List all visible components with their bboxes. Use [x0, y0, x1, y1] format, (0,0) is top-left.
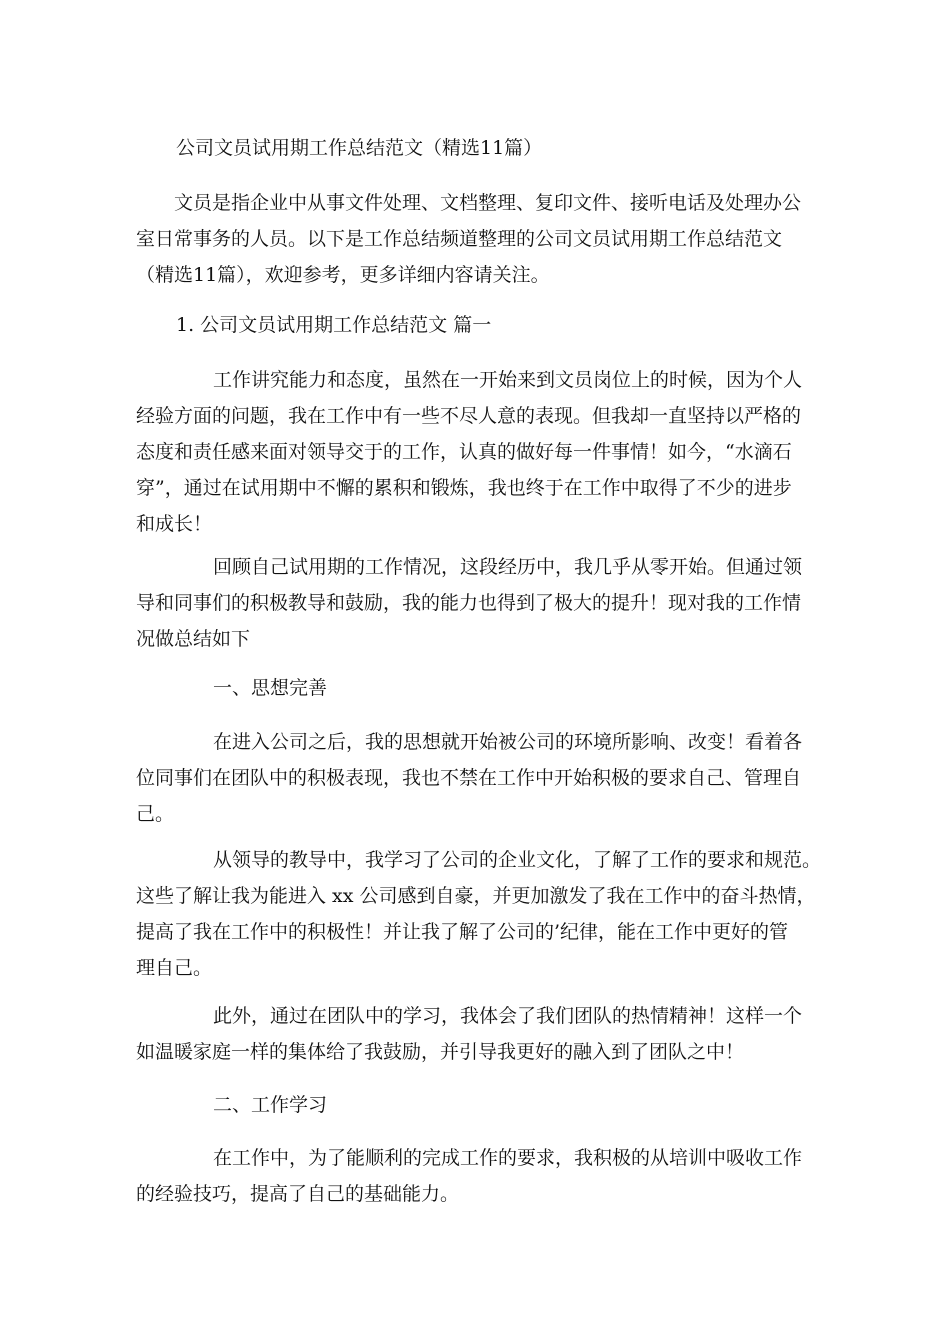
body-paragraph-3: [136, 724, 802, 832]
body-paragraph-4: [136, 842, 821, 986]
paragraph-line: 工作讲究能力和态度，虽然在一开始来到文员岗位上的时候，因为个人: [213, 369, 803, 391]
paragraph-line: 如温暖家庭一样的集体给了我鼓励，并引导我更好的融入到了团队之中！: [136, 1041, 745, 1063]
title-line: 公司文员试用期工作总结范文（精选11篇）: [176, 137, 543, 159]
subheading-1: [213, 670, 327, 706]
paragraph-line: 导和同事们的积极教导和鼓励，我的能力也得到了极大的提升！现对我的工作情: [136, 592, 802, 614]
body-paragraph-5: [136, 998, 802, 1070]
paragraph-line: 己。: [136, 803, 175, 825]
paragraph-line: 和成长！: [136, 513, 213, 535]
body-paragraph-6: [136, 1140, 802, 1212]
paragraph-line: 的经验技巧，提高了自己的基础能力。: [136, 1183, 460, 1205]
subheading-text: 一、思想完善: [213, 677, 328, 699]
paragraph-line: 回顾自己试用期的工作情况，这段经历中，我几乎从零开始。但通过领: [213, 556, 803, 578]
paragraph-line: 提高了我在工作中的积极性！并让我了解了公司的’纪律，能在工作中更好的管: [136, 921, 789, 943]
paragraph-line: 理自己。: [136, 957, 213, 979]
paragraph-line: 况做总结如下: [136, 628, 251, 650]
paragraph-line: 室日常事务的人员。以下是工作总结频道整理的公司文员试用期工作总结范文: [136, 228, 783, 250]
paragraph-line: 在工作中，为了能顺利的完成工作的要求，我积极的从培训中吸收工作: [213, 1147, 803, 1169]
section-heading: [176, 307, 491, 343]
intro-paragraph: [136, 185, 801, 293]
paragraph-line: （精选11篇），欢迎参考，更多详细内容请关注。: [136, 264, 550, 286]
body-paragraph-2: [136, 549, 802, 657]
body-paragraph-1: [136, 362, 802, 542]
paragraph-line: 从领导的教导中，我学习了公司的企业文化，了解了工作的要求和规范。: [213, 849, 822, 871]
paragraph-line: 文员是指企业中从事文件处理、文档整理、复印文件、接听电话及处理办公: [174, 192, 802, 214]
paragraph-line: 经验方面的问题，我在工作中有一些不尽人意的表现。但我却一直坚持以严格的: [136, 405, 802, 427]
paragraph-line: 此外，通过在团队中的学习，我体会了我们团队的热情精神！这样一个: [213, 1005, 803, 1027]
section-heading-text: 1. 公司文员试用期工作总结范文 篇一: [176, 314, 492, 336]
paragraph-line: 这些了解让我为能进入 xx 公司感到自豪，并更加激发了我在工作中的奋斗热情，: [136, 885, 816, 907]
subheading-2: [213, 1087, 327, 1123]
paragraph-line: 位同事们在团队中的积极表现，我也不禁在工作中开始积极的要求自己、管理自: [136, 767, 802, 789]
paragraph-line: 态度和责任感来面对领导交于的工作，认真的做好每一件事情！如今，“水滴石: [136, 441, 792, 463]
document-title: [176, 130, 542, 166]
subheading-text: 二、工作学习: [213, 1094, 328, 1116]
paragraph-line: 在进入公司之后，我的思想就开始被公司的环境所影响、改变！看着各: [213, 731, 803, 753]
paragraph-line: 穿”，通过在试用期中不懈的累积和锻炼，我也终于在工作中取得了不少的进步: [136, 477, 792, 499]
